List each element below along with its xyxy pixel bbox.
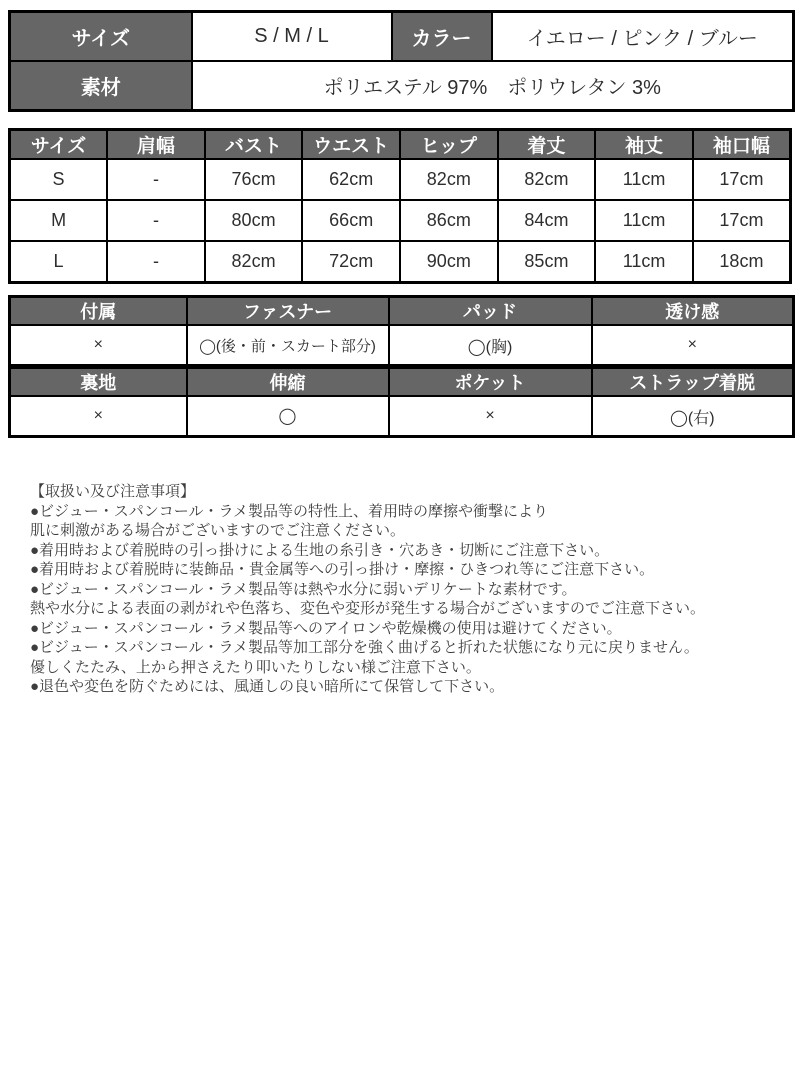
cell-cuff: 18cm (693, 241, 791, 283)
color-label: カラー (392, 12, 492, 62)
note-line: 肌に刺激がある場合がございますのでご注意ください。 (30, 522, 406, 539)
col-header-pocket: ポケット (389, 368, 592, 397)
spec-top-table (8, 10, 795, 112)
features-b-value-row (10, 396, 794, 437)
cell-shoulder: - (107, 159, 205, 200)
cell-sleeve: 11cm (595, 159, 693, 200)
cell-sleeve: 11cm (595, 200, 693, 241)
measurements-table (8, 128, 792, 284)
handling-notes (30, 482, 778, 697)
note-line: 優しくたたみ、上から押さえたり叩いたりしない様ご注意下さい。 (30, 658, 481, 676)
cell-size: S (10, 159, 108, 200)
cell-waist: 66cm (302, 200, 400, 241)
col-header-accessory: 付属 (10, 297, 187, 326)
features-a-value-row (10, 325, 794, 366)
cell-shoulder: - (107, 200, 205, 241)
material-value: ポリエステル 97% ポリウレタン 3% (192, 61, 794, 111)
note-line: ●着用時および着脱時の引っ掛けによる生地の糸引き・穴あき・切断にご注意下さい。 (30, 541, 610, 559)
spec-material-row (10, 61, 794, 111)
col-header-sleeve: 袖丈 (595, 130, 693, 160)
features-b-header-row (10, 368, 794, 397)
col-header-lining: 裏地 (10, 368, 187, 397)
col-header-size: サイズ (10, 130, 108, 160)
cell-hip: 86cm (400, 200, 498, 241)
cell-length: 85cm (498, 241, 596, 283)
measurements-row-s (10, 159, 791, 200)
cell-waist: 62cm (302, 159, 400, 200)
cell-cuff: 17cm (693, 159, 791, 200)
cell-waist: 72cm (302, 241, 400, 283)
cell-strap: ◯(右) (592, 396, 794, 437)
cell-zipper: ◯(後・前・スカート部分) (187, 325, 389, 366)
cell-bust: 80cm (205, 200, 303, 241)
cell-bust: 76cm (205, 159, 303, 200)
cell-cuff: 17cm (693, 200, 791, 241)
note-line: ●退色や変色を防ぐためには、風通しの良い暗所にて保管して下さい。 (30, 678, 505, 695)
material-label: 素材 (10, 61, 192, 111)
cell-shoulder: - (107, 241, 205, 283)
col-header-hip: ヒップ (400, 130, 498, 160)
col-header-zipper: ファスナー (187, 297, 389, 326)
col-header-cuff: 袖口幅 (693, 130, 791, 160)
color-value: イエロー / ピンク / ブルー (492, 12, 794, 62)
col-header-length: 着丈 (498, 130, 596, 160)
cell-sleeve: 11cm (595, 241, 693, 283)
note-line: ●ビジュー・スパンコール・ラメ製品等は熱や水分に弱いデリケートな素材です。 (30, 580, 577, 598)
note-line: 熱や水分による表面の剥がれや色落ち、変色や変形が発生する場合がございますのでご注意下さい。 (30, 600, 706, 617)
cell-hip: 90cm (400, 241, 498, 283)
cell-stretch: ◯ (187, 396, 389, 437)
note-line: ●ビジュー・スパンコール・ラメ製品等加工部分を強く曲げると折れた状態になり元に戻りません。 (30, 639, 699, 656)
features-table-a (8, 295, 795, 367)
features-table-b (8, 366, 795, 438)
col-header-bust: バスト (205, 130, 303, 160)
cell-length: 82cm (498, 159, 596, 200)
cell-lining: × (10, 396, 187, 437)
col-header-stretch: 伸縮 (187, 368, 389, 397)
cell-pocket: × (389, 396, 592, 437)
cell-size: M (10, 200, 108, 241)
measurements-row-l (10, 241, 791, 283)
cell-pad: ◯(胸) (389, 325, 592, 366)
note-line: ●着用時および着脱時に装飾品・貴金属等への引っ掛け・摩擦・ひきつれ等にご注意下さい。 (30, 561, 655, 578)
notes-title: 【取扱い及び注意事項】 (30, 483, 196, 500)
features-a-header-row (10, 297, 794, 326)
note-line: ●ビジュー・スパンコール・ラメ製品等へのアイロンや乾燥機の使用は避けてください。 (30, 619, 622, 637)
col-header-pad: パッド (389, 297, 592, 326)
note-line: ●ビジュー・スパンコール・ラメ製品等の特性上、着用時の摩擦や衝撃により (30, 502, 549, 520)
cell-bust: 82cm (205, 241, 303, 283)
cell-hip: 82cm (400, 159, 498, 200)
cell-length: 84cm (498, 200, 596, 241)
cell-size: L (10, 241, 108, 283)
size-label: サイズ (10, 12, 192, 62)
cell-accessory: × (10, 325, 187, 366)
col-header-sheerness: 透け感 (592, 297, 794, 326)
cell-sheerness: × (592, 325, 794, 366)
size-value: S / M / L (192, 12, 392, 62)
measurements-row-m (10, 200, 791, 241)
col-header-waist: ウエスト (302, 130, 400, 160)
col-header-shoulder: 肩幅 (107, 130, 205, 160)
col-header-strap: ストラップ着脱 (592, 368, 794, 397)
spec-size-color-row (10, 12, 794, 62)
measurements-header-row (10, 130, 791, 160)
